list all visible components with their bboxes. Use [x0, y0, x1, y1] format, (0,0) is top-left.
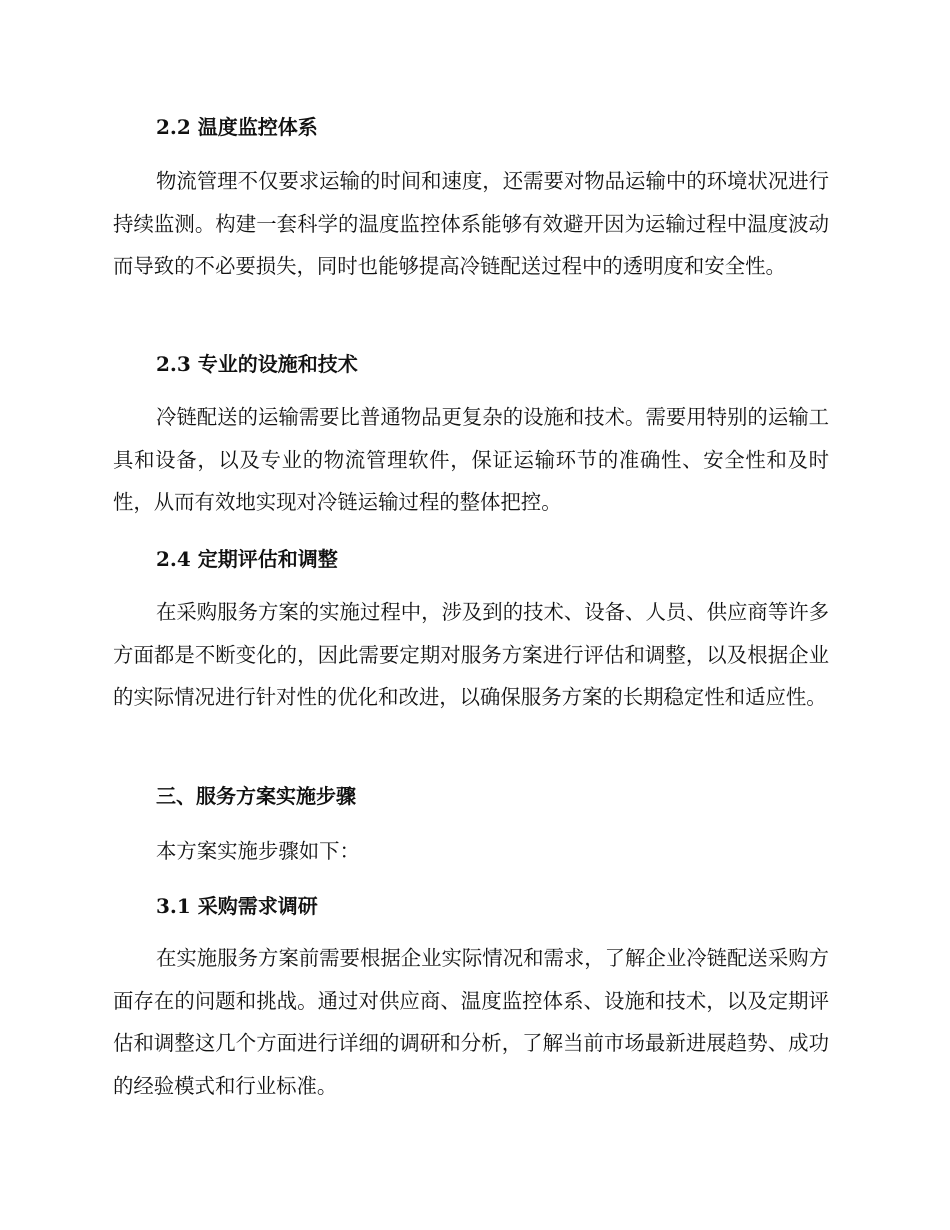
heading-2-3: 2.3 专业的设施和技术	[156, 352, 358, 376]
heading-3-1: 3.1 采购需求调研	[156, 894, 318, 918]
heading-2-2: 2.2 温度监控体系	[156, 115, 318, 139]
paragraph-2-4: 在采购服务方案的实施过程中，涉及到的技术、设备、人员、供应商等许多方面都是不断变化的，因此需要定期对服务方案进行评估和调整，以及根据企业的实际情况进行针对性的优化和改进，以确保服务方案的长期稳定性和适应性。	[113, 600, 829, 710]
heading-3: 三、服务方案实施步骤	[156, 784, 356, 808]
heading-2-4: 2.4 定期评估和调整	[156, 547, 338, 571]
intro-3: 本方案实施步骤如下：	[156, 839, 360, 863]
paragraph-3-1: 在实施服务方案前需要根据企业实际情况和需求，了解企业冷链配送采购方面存在的问题和挑战。通过对供应商、温度监控体系、设施和技术，以及定期评估和调整这几个方面进行详细的调研和分析，了解当前市场最新进展趋势、成功的经验模式和行业标准。	[113, 946, 829, 1098]
paragraph-2-3: 冷链配送的运输需要比普通物品更复杂的设施和技术。需要用特别的运输工具和设备，以及专业的物流管理软件，保证运输环节的准确性、安全性和及时性，从而有效地实现对冷链运输过程的整体把控。	[113, 405, 829, 515]
paragraph-2-2: 物流管理不仅要求运输的时间和速度，还需要对物品运输中的环境状况进行持续监测。构建一套科学的温度监控体系能够有效避开因为运输过程中温度波动而导致的不必要损失，同时也能够提高冷链配送过程中的透明度和安全性。	[113, 169, 829, 279]
